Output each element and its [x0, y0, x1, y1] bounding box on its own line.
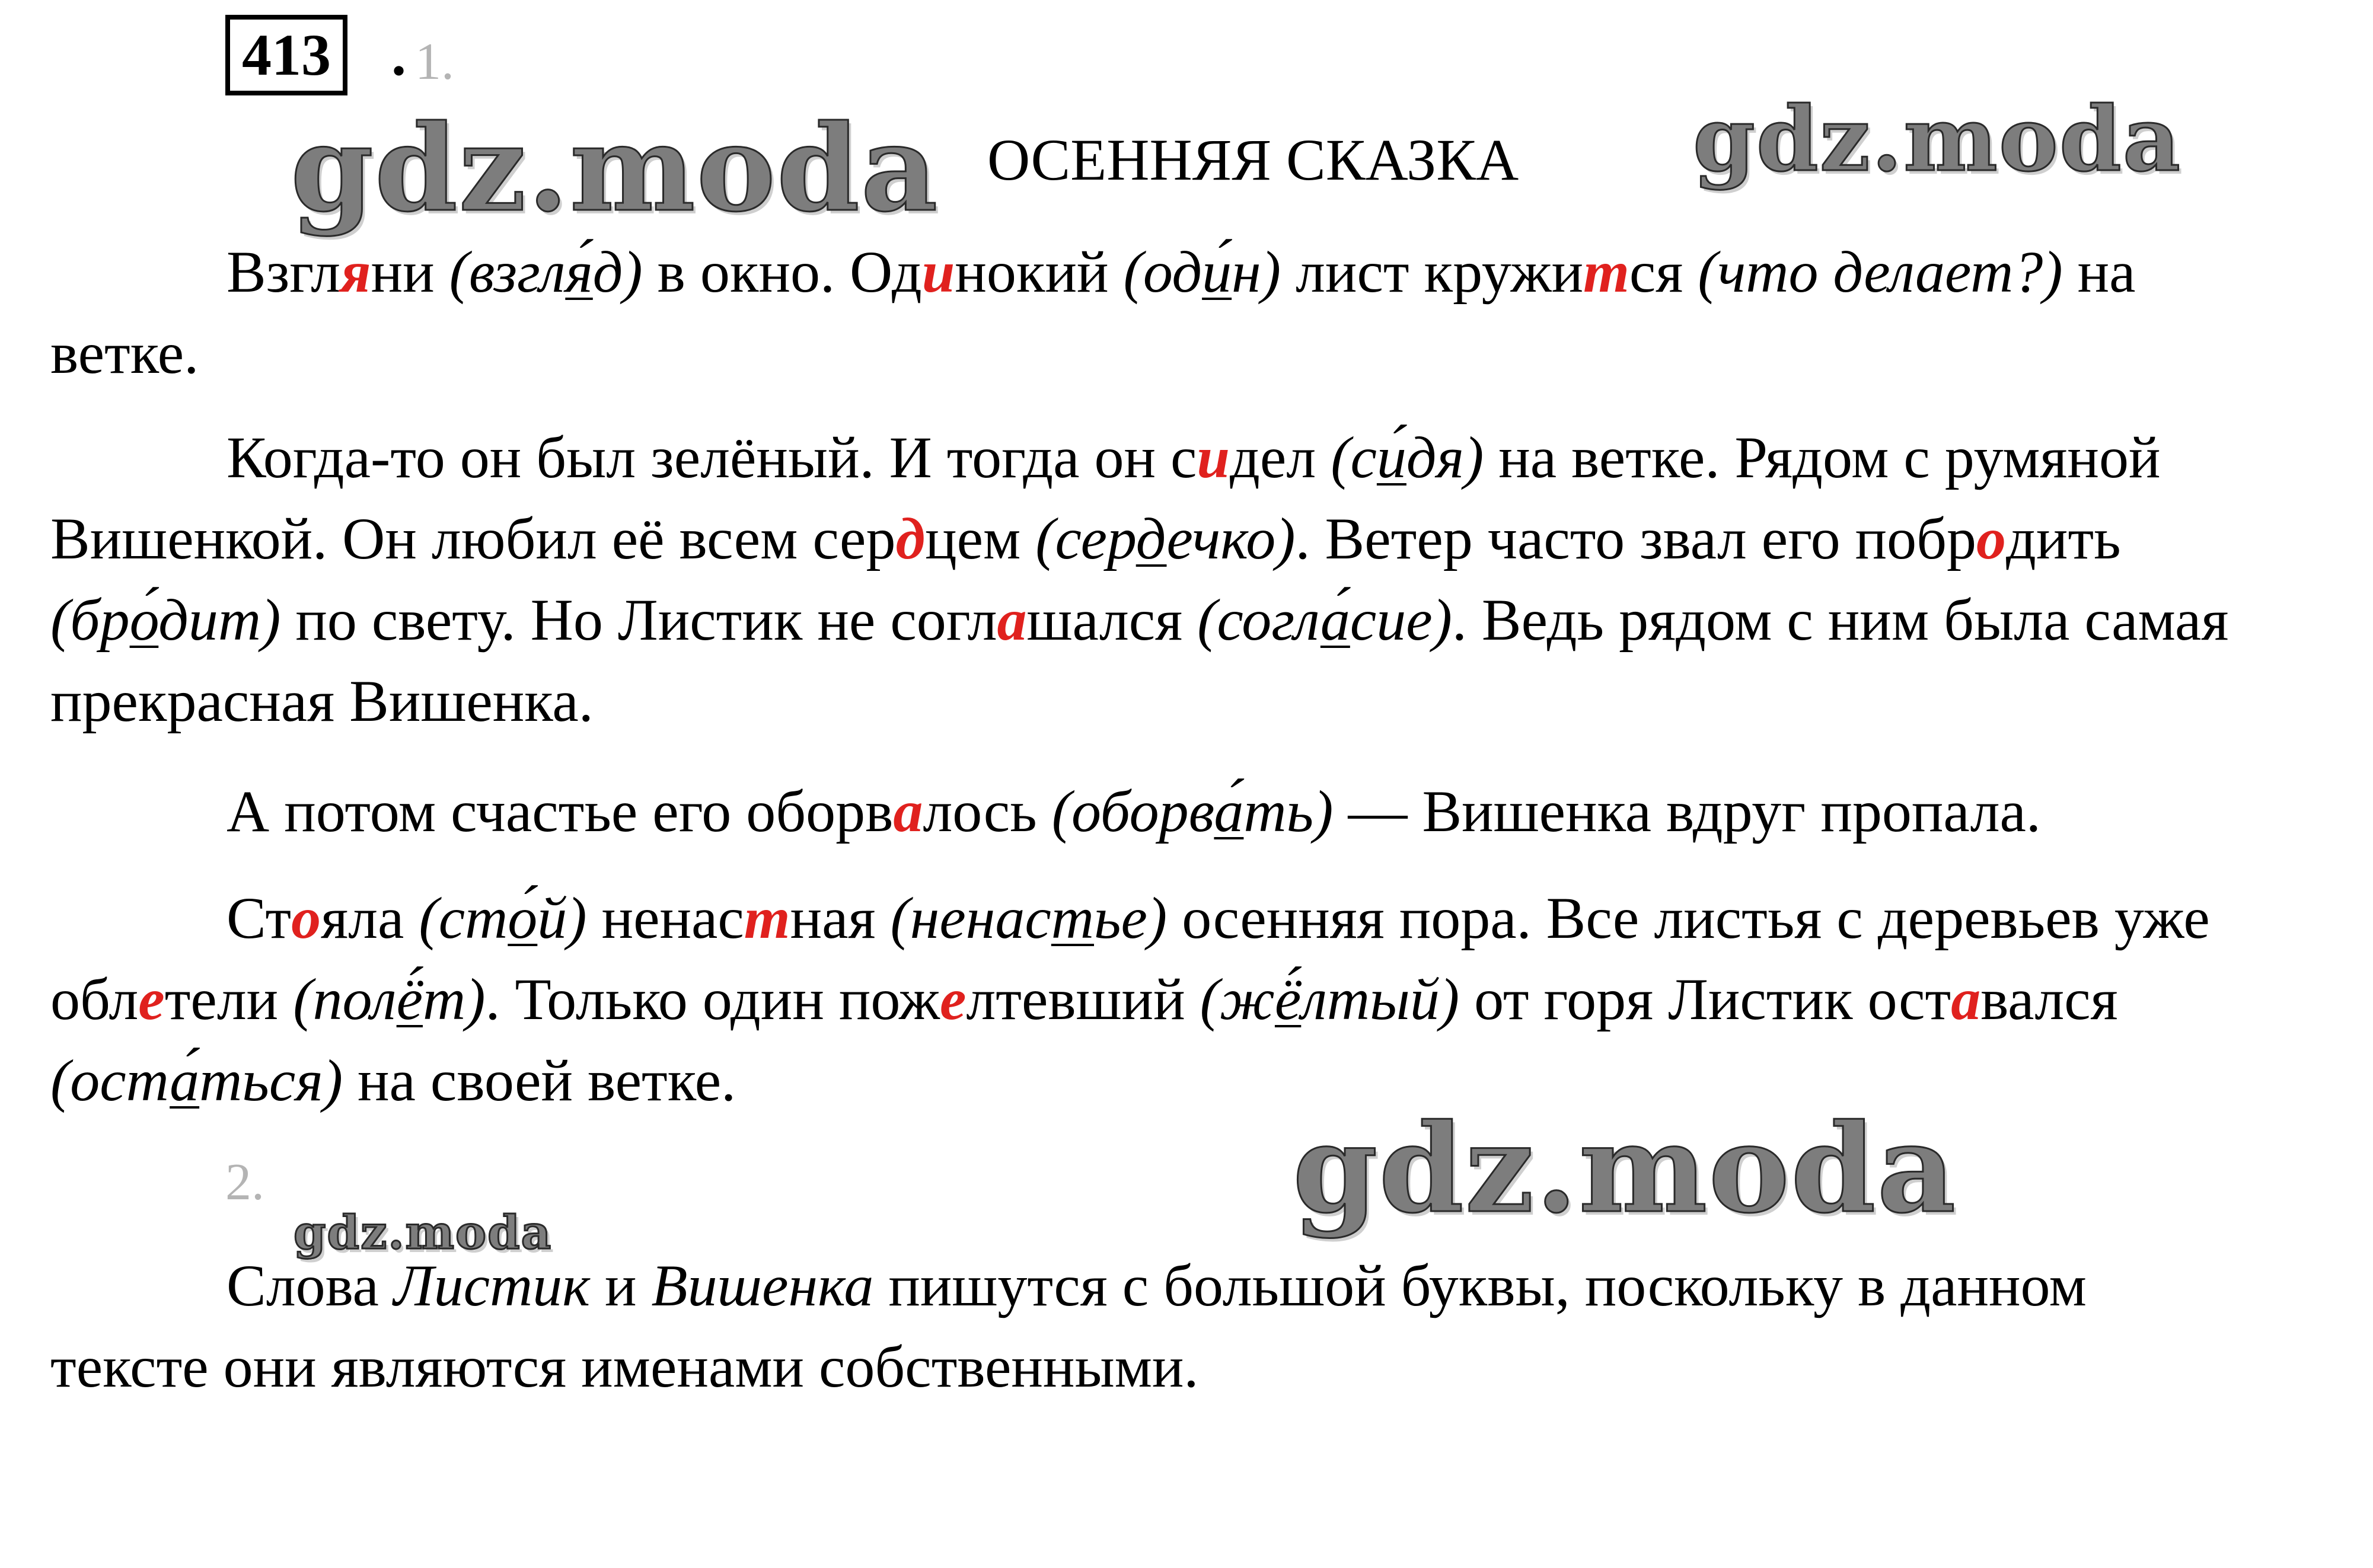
check-word: (оста́ться) [50, 1048, 343, 1113]
highlight-letter: т [1583, 239, 1629, 305]
check-word: (ненастье) [890, 885, 1168, 951]
paragraph-5: Слова Листик и Вишенка пишутся с большой буквы, поскольку в данном тексте они являются именами собственными. [50, 1253, 2087, 1400]
highlight-letter: а [1951, 966, 1981, 1032]
highlight-letter: е [939, 966, 967, 1032]
highlight-letter: а [997, 587, 1027, 653]
question-note: (что делает?) [1698, 239, 2063, 305]
check-word: (оди́н) [1123, 239, 1281, 305]
story-title: ОСЕННЯЯ СКАЗКА [987, 127, 1519, 193]
part-1-label: 1. [415, 33, 454, 91]
paragraph-4: Стояла (сто́й) ненастная (ненастье) осенняя пора. Все листья с деревьев уже облетели (полё́т). Только один пожелтевший (жё́лтый) от горя Листик оставался (оста́ться) на своей ветке. [50, 885, 2210, 1113]
check-word: (сто́й) [419, 885, 587, 951]
exercise-number-dot: . [391, 22, 406, 88]
watermark-logo: gdz.moda [1693, 87, 2182, 191]
highlight-letter: д [895, 506, 926, 571]
highlight-letter: а [893, 778, 923, 844]
check-word: (взгля́д) [449, 239, 643, 305]
paragraph-1: Взгляни (взгля́д) в окно. Одинокий (оди́н) лист кружится (что делает?) на ветке. [50, 239, 2136, 386]
check-word: (жё́лтый) [1200, 966, 1460, 1032]
paragraph-2: Когда-то он был зелёный. И тогда он сидел (си́дя) на ветке. Рядом с румяной Вишенкой. Он любил её всем сердцем (сердечко). Ветер часто звал его побродить (бро́дит) по свету. Но Листик не соглашался (согла́сие). Ведь рядом с ним была самая прекрасная Вишенка. [50, 424, 2229, 734]
watermark-logo: gdz.moda [1293, 1098, 1957, 1240]
highlight-letter: т [744, 885, 790, 951]
highlight-letter: о [291, 885, 321, 951]
check-word: (бро́дит) [50, 587, 281, 653]
proper-noun: Листик [393, 1253, 590, 1318]
check-word: (сердечко) [1035, 506, 1296, 571]
proper-noun: Вишенка [651, 1253, 874, 1318]
check-word: (оборва́ть) [1051, 778, 1334, 844]
exercise-number: 413 [242, 22, 331, 88]
highlight-letter: и [921, 239, 955, 305]
highlight-letter: и [1197, 424, 1230, 490]
highlight-letter: о [1976, 506, 2007, 571]
watermark-logo: gdz.moda [294, 1206, 553, 1260]
exercise-number-box [225, 15, 347, 95]
highlight-letter: я [340, 239, 371, 305]
highlight-letter: е [138, 966, 165, 1032]
check-word: (си́дя) [1331, 424, 1484, 490]
check-word: (согла́сие) [1197, 587, 1452, 653]
check-word: (полё́т) [293, 966, 486, 1032]
watermark-logo: gdz.moda [291, 99, 939, 238]
paragraph-3: А потом счастье его оборвалось (оборва́ть) — Вишенка вдруг пропала. [227, 778, 2041, 844]
part-2-label: 2. [225, 1154, 264, 1211]
